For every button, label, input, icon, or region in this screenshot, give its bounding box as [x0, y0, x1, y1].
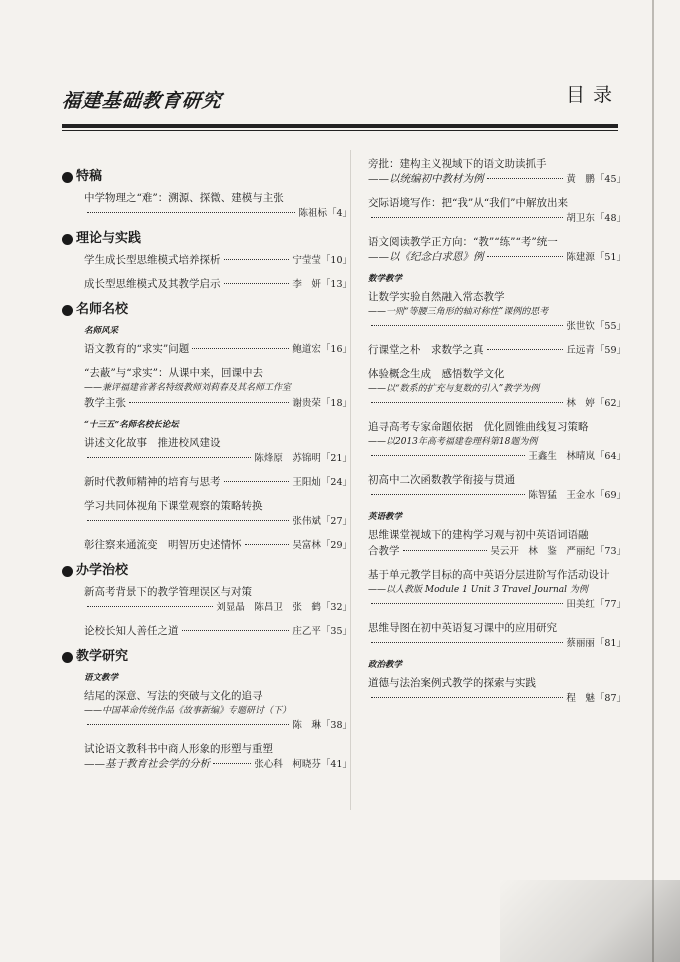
toc-entry[interactable]: [62, 190, 352, 222]
subsection-title: 政治教学: [368, 660, 403, 670]
entry-title: 新时代教师精神的培育与思考: [84, 476, 221, 488]
entry-author-page: 程 魅「87」: [566, 693, 626, 704]
header-rule-thick: [62, 124, 618, 128]
scan-edge: [652, 0, 654, 962]
entry-title: 成长型思维模式及其教学启示: [84, 278, 221, 290]
section-title: 理论与实践: [76, 231, 142, 246]
entry-author-page: 张伟斌「27」: [292, 516, 352, 527]
bullet-dot-icon: [62, 566, 73, 577]
entry-title: 让数学实验自然融入常态教学: [368, 291, 505, 303]
toc-entry[interactable]: [360, 195, 626, 227]
scan-shadow: [500, 880, 680, 962]
toc-entry[interactable]: [360, 289, 626, 335]
entry-subtitle: ——基于教育社会学的分析: [84, 758, 210, 770]
entry-subtitle: ——兼评福建省著名特级教师刘莉春及其名师工作室: [84, 383, 292, 393]
entry-title: 论校长知人善任之道: [84, 625, 179, 637]
toc-entry[interactable]: [360, 675, 626, 707]
subsection-title: “十三五”名师名校长论坛: [84, 420, 179, 430]
entry-author-page: 王阳灿「24」: [292, 477, 352, 488]
toc-entry[interactable]: [62, 584, 352, 616]
entry-author-page: 黄 鹏「45」: [566, 174, 626, 185]
contents-title: 目录: [566, 84, 621, 106]
toc-entry[interactable]: [360, 419, 626, 465]
entry-subtitle: ——以人教版 Module 1 Unit 3 Travel Journal 为例: [368, 585, 588, 595]
toc-entry[interactable]: [360, 156, 626, 188]
entry-title: 中学物理之“难”：溯源、探微、建模与主张: [84, 192, 284, 204]
bullet-dot-icon: [62, 172, 73, 183]
journal-title: 福建基础教育研究: [60, 90, 224, 112]
toc-entry[interactable]: [360, 620, 626, 652]
entry-author-page: 陈智猛 王金水「69」: [528, 490, 626, 501]
toc-entry[interactable]: [62, 276, 352, 293]
entry-title: 新高考背景下的教学管理误区与对策: [84, 586, 252, 598]
toc-entry[interactable]: [62, 252, 352, 269]
entry-title: 学生成长型思维模式培养探析: [84, 254, 221, 266]
toc-entry[interactable]: [62, 498, 352, 530]
entry-title: 行课堂之朴 求数学之真: [368, 344, 484, 356]
toc-entry[interactable]: [62, 688, 352, 734]
subsection-title: 数学教学: [368, 274, 403, 284]
toc-entry[interactable]: [360, 472, 626, 504]
section-title: 办学治校: [76, 563, 129, 578]
entry-subtitle: ——以2013年高考福建卷理科第18题为例: [368, 437, 538, 447]
entry-title: 体验概念生成 感悟数学文化: [368, 368, 505, 380]
toc-entry[interactable]: [62, 435, 352, 467]
entry-title: 讲述文化故事 推进校风建设: [84, 437, 221, 449]
bullet-dot-icon: [62, 234, 73, 245]
entry-author-page: 谢贵荣「18」: [292, 398, 352, 409]
entry-title-cont: 教学主张: [84, 397, 126, 409]
entry-title: 语文教育的“求实”问题: [84, 343, 190, 355]
toc-entry[interactable]: [62, 623, 352, 640]
section-title: 教学研究: [76, 649, 129, 664]
entry-author-page: 胡卫东「48」: [566, 213, 626, 224]
right-column: [360, 156, 626, 714]
entry-author-page: 陈烽原 苏锦明「21」: [254, 453, 352, 464]
entry-author-page: 庄乙平「35」: [292, 626, 352, 637]
section-heading: [62, 648, 352, 666]
entry-title: 试论语文教科书中商人形象的形塑与重塑: [84, 743, 273, 755]
entry-title: 思维导图在初中英语复习课中的应用研究: [368, 622, 557, 634]
bullet-dot-icon: [62, 652, 73, 663]
toc-entry[interactable]: [62, 741, 352, 773]
entry-author-page: 陈 琳「38」: [292, 720, 352, 731]
toc-entry[interactable]: [360, 527, 626, 560]
entry-author-page: 刘显晶 陈昌卫 张 鹤「32」: [216, 602, 352, 613]
entry-title: 追寻高考专家命题依据 优化圆锥曲线复习策略: [368, 421, 589, 433]
section-title: 名师名校: [76, 302, 129, 317]
section-title: 特稿: [76, 169, 103, 184]
entry-title: 交际语境写作：把“我”从“我们”中解放出来: [368, 197, 568, 209]
entry-author-page: 陈祖标「4」: [298, 208, 352, 219]
entry-author-page: 张世钦「55」: [566, 321, 626, 332]
toc-entry[interactable]: [62, 474, 352, 491]
section-heading: [62, 230, 352, 248]
subsection-title: 语文教学: [84, 673, 119, 683]
subsection-title: 名师风采: [84, 326, 119, 336]
entry-author-page: 张心科 柯晓芬「41」: [254, 759, 352, 770]
entry-subtitle: ——中国革命传统作品《故事新编》专题研讨（下）: [84, 706, 292, 716]
entry-title: 学习共同体视角下课堂观察的策略转换: [84, 500, 263, 512]
left-column: [62, 160, 352, 780]
header-rule-thin: [62, 130, 618, 131]
entry-title: 旁批：建构主义视域下的语文助读抓手: [368, 158, 547, 170]
entry-author-page: 丘远青「59」: [566, 345, 626, 356]
entry-author-page: 蔡丽丽「81」: [566, 638, 626, 649]
entry-author-page: 林 婷「62」: [566, 398, 626, 409]
entry-author-page: 田美红「77」: [566, 599, 626, 610]
entry-title: “去蔽”与“求实”：从课中来，回课中去: [84, 367, 263, 379]
entry-title: 思维课堂视域下的建构学习观与初中英语词语融: [368, 529, 589, 541]
entry-title: 初高中二次函数教学衔接与贯通: [368, 474, 515, 486]
entry-title: 语文阅读教学正方向：“教”“练”“考”统一: [368, 236, 558, 248]
toc-entry[interactable]: [360, 366, 626, 412]
toc-entry[interactable]: [62, 365, 352, 412]
entry-subtitle: ——以统编初中教材为例: [368, 173, 484, 185]
entry-author-page: 鲍道宏「16」: [292, 344, 352, 355]
section-heading: [62, 562, 352, 580]
entry-author-page: 宁莹莹「10」: [292, 255, 352, 266]
entry-author-page: 陈建源「51」: [566, 252, 626, 263]
section-heading: [62, 301, 352, 319]
entry-title-cont: 合教学: [368, 545, 400, 557]
toc-entry[interactable]: [360, 234, 626, 266]
entry-title: 彰往察来通流变 明智历史述情怀: [84, 539, 242, 551]
entry-title: 基于单元教学目标的高中英语分层进阶写作活动设计: [368, 569, 610, 581]
entry-author-page: 李 妍「13」: [292, 279, 352, 290]
entry-author-page: 吴富林「29」: [292, 540, 352, 551]
entry-subtitle: ——以“数系的扩充与复数的引入”教学为例: [368, 384, 540, 394]
entry-author-page: 吴云开 林 鉴 严丽纪「73」: [490, 546, 626, 557]
entry-title: 道德与法治案例式教学的探索与实践: [368, 677, 536, 689]
entry-title: 结尾的深意、写法的突破与文化的追寻: [84, 690, 263, 702]
section-heading: [62, 168, 352, 186]
toc-entry[interactable]: [62, 537, 352, 554]
entry-subtitle: ——以《纪念白求恩》例: [368, 251, 484, 263]
entry-subtitle: ——一则“等腰三角形的轴对称性”课例的思考: [368, 307, 549, 317]
bullet-dot-icon: [62, 305, 73, 316]
toc-entry[interactable]: [360, 567, 626, 613]
entry-author-page: 王鑫生 林晴岚「64」: [528, 451, 626, 462]
toc-entry[interactable]: [360, 342, 626, 359]
toc-entry[interactable]: [62, 341, 352, 358]
subsection-title: 英语教学: [368, 512, 403, 522]
